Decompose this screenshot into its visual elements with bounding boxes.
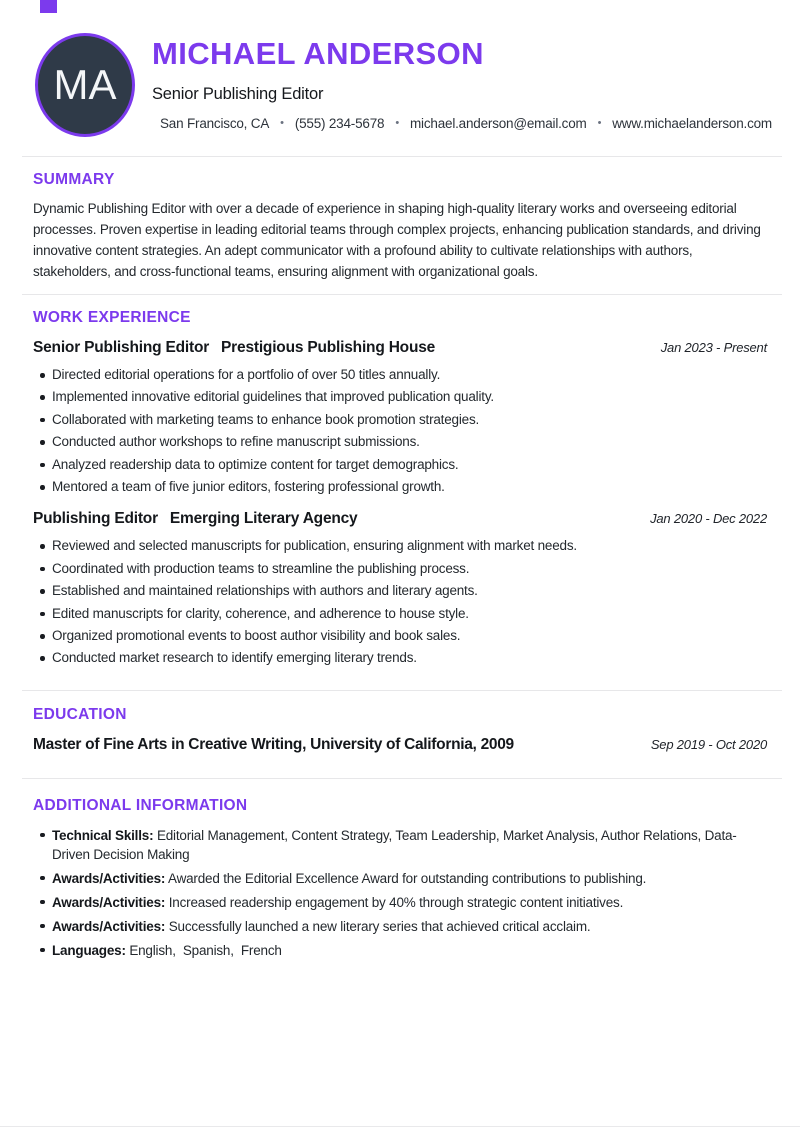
job-company: Prestigious Publishing House (221, 339, 436, 356)
job-dates: Jan 2023 - Present (660, 340, 767, 355)
contact-separator: • (280, 117, 284, 129)
job-title: Publishing Editor (33, 510, 158, 528)
additional-info-section (0, 798, 800, 960)
education-divider (22, 778, 782, 779)
contact-location: San Francisco, CA (160, 116, 270, 131)
job-bullet: Mentored a team of five junior editors, fostering professional growth. (33, 476, 767, 498)
page-title: MICHAEL ANDERSON (152, 36, 484, 71)
job-bullet: Collaborated with marketing teams to enhance book promotion strategies. (33, 409, 767, 431)
education-degree: Master of Fine Arts in Creative Writing, University of California, 2009 (33, 735, 514, 753)
additional-info-text: Increased readership engagement by 40% through strategic content initiatives. (165, 894, 624, 910)
additional-info-label: Awards/Activities: (52, 918, 166, 934)
additional-info-text: Successfully launched a new literary series that achieved critical acclaim. (165, 918, 591, 934)
contact-row (160, 116, 772, 131)
education-section (0, 707, 800, 754)
job-bullet: Implemented innovative editorial guidelines that improved publication quality. (33, 386, 767, 408)
job-bullet: Reviewed and selected manuscripts for publication, ensuring alignment with market needs. (33, 535, 767, 557)
education-heading: EDUCATION (33, 705, 127, 723)
job-bullet-list (33, 535, 767, 669)
job-bullet: Coordinated with production teams to streamline the publishing process. (33, 558, 767, 580)
summary-text: Dynamic Publishing Editor with over a decade of experience in shaping high-quality literary works and overseeing editorial processes. Proven expertise in leading editorial teams through complex projects, enhancing publication standards, and driving innovative content strategies. An adept communicator with a profound ability to cultivate relationships with authors, stakeholders, and cross-functional teams, ensuring alignment with organizational goals. (33, 201, 761, 279)
header-divider (22, 156, 782, 157)
job-company: Emerging Literary Agency (169, 510, 358, 528)
contact-phone: (555) 234-5678 (294, 116, 385, 131)
additional-info-item (33, 826, 767, 864)
job-title-subtitle: Senior Publishing Editor (152, 85, 324, 103)
job-bullet: Conducted market research to identify emerging literary trends. (33, 647, 767, 669)
contact-website: www.michaelanderson.com (612, 116, 772, 131)
additional-info-heading: ADDITIONAL INFORMATION (33, 796, 248, 814)
job-bullet: Analyzed readership data to optimize content for target demographics. (33, 454, 767, 476)
additional-info-list (33, 826, 767, 960)
avatar-initials: MA (53, 61, 117, 108)
additional-info-text: Editorial Management, Content Strategy, Team Leadership, Market Analysis, Author Relations, Data-Driven Decision Making (52, 827, 737, 862)
page-bottom-divider (0, 1126, 800, 1127)
job-bullet: Edited manuscripts for clarity, coherence, and adherence to house style. (33, 603, 767, 625)
job-bullet-list (33, 364, 767, 498)
education-dates: Sep 2019 - Oct 2020 (650, 736, 767, 752)
additional-info-label: Languages: (52, 942, 126, 958)
summary-heading: SUMMARY (33, 171, 115, 188)
additional-info-item (33, 893, 767, 912)
avatar (35, 33, 135, 137)
job-dates: Jan 2020 - Dec 2022 (650, 511, 767, 527)
contact-separator: • (597, 117, 602, 129)
job-title: Senior Publishing Editor (33, 339, 210, 356)
job-bullet: Directed editorial operations for a portfolio of over 50 titles annually. (33, 364, 767, 386)
contact-separator: • (395, 117, 399, 129)
additional-info-text: English, Spanish, French (125, 942, 282, 958)
resume-header (0, 0, 800, 137)
education-entry (33, 736, 767, 754)
work-experience-heading: WORK EXPERIENCE (33, 309, 191, 326)
summary-divider (22, 294, 782, 295)
header-text (152, 33, 772, 131)
job-bullet: Established and maintained relationships with authors and literary agents. (33, 580, 767, 602)
additional-info-item (33, 941, 767, 960)
summary-section (0, 172, 800, 282)
additional-info-label: Technical Skills: (52, 827, 154, 843)
job-title-row (33, 339, 435, 357)
job-entry-header (33, 339, 767, 357)
job-entry-header (33, 510, 767, 528)
additional-info-item (33, 869, 767, 888)
job-title-row (33, 510, 357, 528)
top-accent-mark (40, 0, 57, 13)
additional-info-text: Awarded the Editorial Excellence Award for outstanding contributions to publishing. (165, 870, 647, 886)
work-divider (22, 690, 782, 691)
work-experience-section (0, 310, 800, 670)
job-bullet: Organized promotional events to boost author visibility and book sales. (33, 625, 767, 647)
additional-info-label: Awards/Activities: (52, 870, 166, 886)
job-bullet: Conducted author workshops to refine manuscript submissions. (33, 431, 767, 453)
contact-email: michael.anderson@email.com (410, 116, 587, 131)
additional-info-label: Awards/Activities: (52, 894, 166, 910)
additional-info-item (33, 917, 767, 936)
